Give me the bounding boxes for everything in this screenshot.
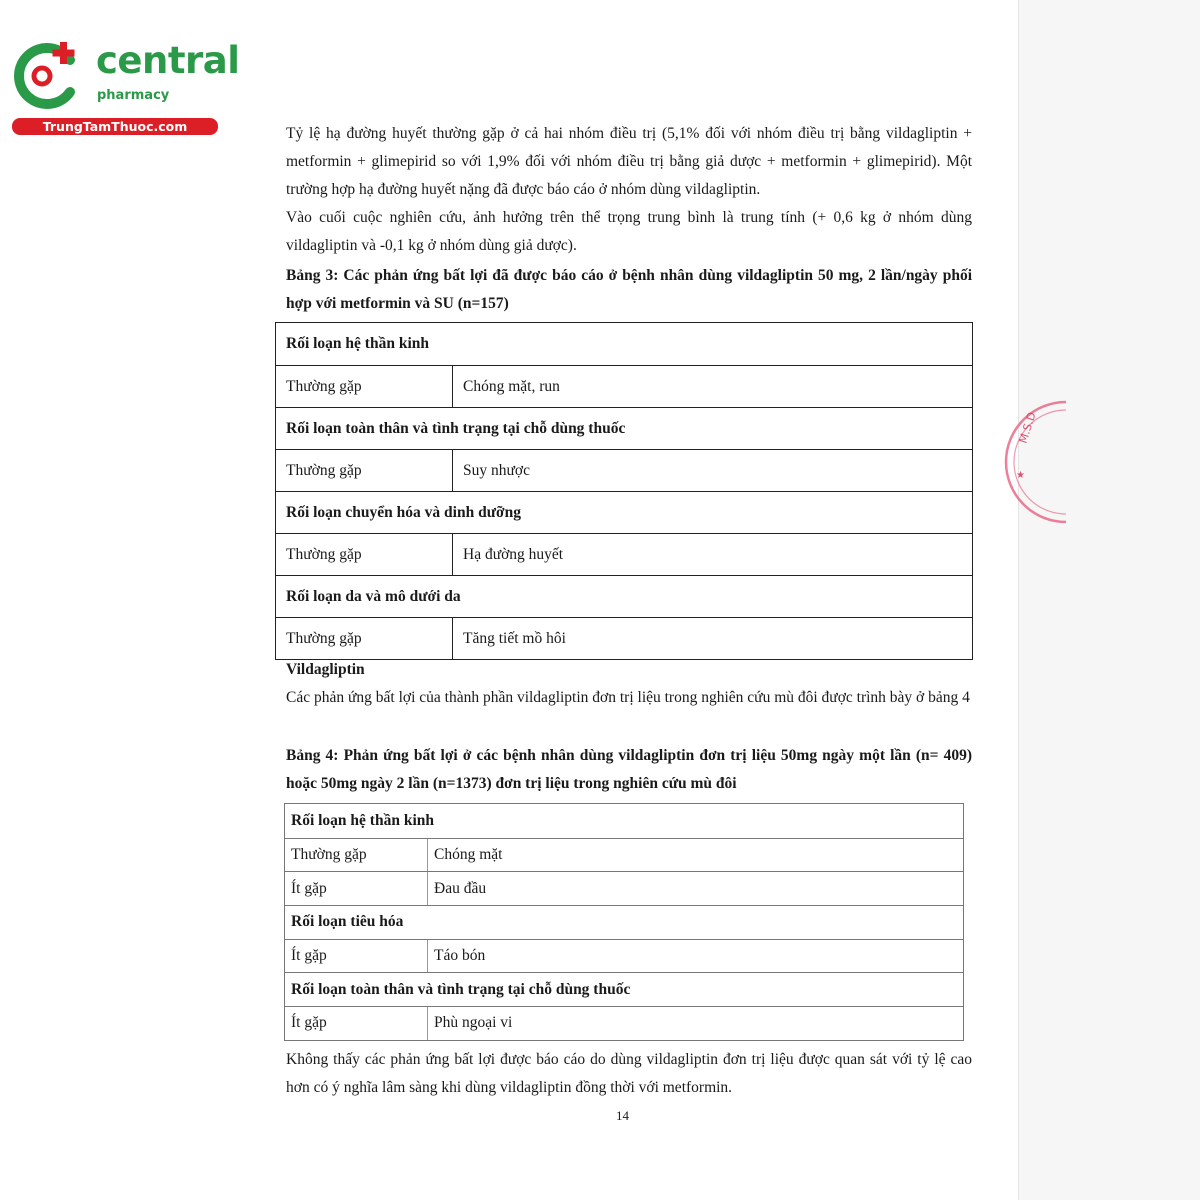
- table-row-category: [285, 905, 963, 939]
- paragraph-hypoglycemia: Tỷ lệ hạ đường huyết thường gặp ở cả hai nhóm điều trị (5,1% đối với nhóm điều trị bằng vildagliptin + metformin + glimepirid so với 1,9% đối với nhóm điều trị bằng giả dược + metformin + glimepirid). Một trường hợp hạ đường huyết nặng đã được báo cáo ở nhóm dùng vildagliptin.: [286, 125, 972, 198]
- category-cell: Rối loạn toàn thân và tình trạng tại chỗ dùng thuốc: [286, 419, 626, 437]
- frequency-cell: Thường gặp: [276, 534, 453, 575]
- table-row-category: [276, 491, 972, 533]
- table-row: [285, 939, 963, 973]
- category-cell: Rối loạn da và mô dưới da: [286, 587, 461, 605]
- logo-subtitle: pharmacy: [97, 88, 170, 103]
- pharmacy-cross-icon: [8, 38, 94, 114]
- effect-cell: Táo bón: [434, 947, 486, 965]
- adverse-reactions-table-3: [275, 322, 973, 660]
- table-row: [285, 838, 963, 872]
- frequency-cell: Thường gặp: [276, 618, 453, 659]
- table-row: [276, 449, 972, 491]
- logo-name: central: [96, 39, 240, 82]
- table-row-category: [276, 407, 972, 449]
- effect-cell: Hạ đường huyết: [463, 545, 564, 563]
- effect-cell: Chóng mặt, run: [463, 377, 560, 395]
- table-row-category: [285, 972, 963, 1006]
- paragraph-conclusion: Không thấy các phản ứng bất lợi được báo cáo do dùng vildagliptin đơn trị liệu được quan sát với tỷ lệ cao hơn có ý nghĩa lâm sàng khi dùng vildagliptin đồng thời với metformin.: [286, 1051, 972, 1096]
- scan-page-edge: [1018, 0, 1200, 1200]
- frequency-cell: Ít gặp: [285, 940, 428, 973]
- table-row: [285, 871, 963, 905]
- frequency-cell: Ít gặp: [285, 1007, 428, 1040]
- effect-cell: Tăng tiết mồ hôi: [463, 629, 566, 647]
- logo-url[interactable]: TrungTamThuoc.com: [12, 118, 218, 135]
- table-row-category: [276, 575, 972, 617]
- frequency-cell: Thường gặp: [276, 450, 453, 491]
- paragraph-body-weight: Vào cuối cuộc nghiên cứu, ảnh hưởng trên thể trọng trung bình là trung tính (+ 0,6 kg ở nhóm dùng vildagliptin và -0,1 kg ở nhóm dùng giả dược).: [286, 209, 972, 254]
- stamp-text: M.S.D: [1016, 410, 1039, 445]
- table-row: [285, 1006, 963, 1040]
- effect-cell: Suy nhược: [463, 461, 530, 479]
- paragraph-monotherapy: Các phản ứng bất lợi của thành phần vildagliptin đơn trị liệu trong nghiên cứu mù đôi được trình bày ở bảng 4: [286, 689, 970, 706]
- table-row-category: [276, 323, 972, 365]
- table3-caption: Bảng 3: Các phản ứng bất lợi đã được báo cáo ở bệnh nhân dùng vildagliptin 50 mg, 2 lần/ngày phối hợp với metformin và SU (n=157): [286, 267, 972, 312]
- page-number: 14: [616, 1108, 629, 1123]
- frequency-cell: Thường gặp: [285, 839, 428, 872]
- frequency-cell: Thường gặp: [276, 366, 453, 407]
- table-row: [276, 365, 972, 407]
- vildagliptin-heading: Vildagliptin: [286, 661, 365, 678]
- category-cell: Rối loạn toàn thân và tình trạng tại chỗ dùng thuốc: [291, 980, 631, 998]
- adverse-reactions-table-4: [284, 803, 964, 1041]
- table-row: [276, 617, 972, 659]
- effect-cell: Đau đầu: [434, 879, 487, 897]
- category-cell: Rối loạn tiêu hóa: [291, 913, 404, 931]
- effect-cell: Chóng mặt: [434, 846, 503, 864]
- category-cell: Rối loạn hệ thần kinh: [286, 335, 429, 352]
- company-stamp: [986, 398, 1066, 526]
- frequency-cell: Ít gặp: [285, 872, 428, 905]
- effect-cell: Phù ngoại vi: [434, 1014, 513, 1032]
- table4-caption: Bảng 4: Phản ứng bất lợi ở các bệnh nhân dùng vildagliptin đơn trị liệu 50mg ngày một lần (n= 409) hoặc 50mg ngày 2 lần (n=1373) đơn trị liệu trong nghiên cứu mù đôi: [286, 747, 972, 792]
- central-pharmacy-logo[interactable]: [8, 38, 240, 138]
- category-cell: Rối loạn hệ thần kinh: [291, 811, 434, 829]
- stamp-star-icon: ★: [1016, 470, 1025, 481]
- category-cell: Rối loạn chuyển hóa và dinh dưỡng: [286, 503, 521, 521]
- table-row-category: [285, 804, 963, 838]
- table-row: [276, 533, 972, 575]
